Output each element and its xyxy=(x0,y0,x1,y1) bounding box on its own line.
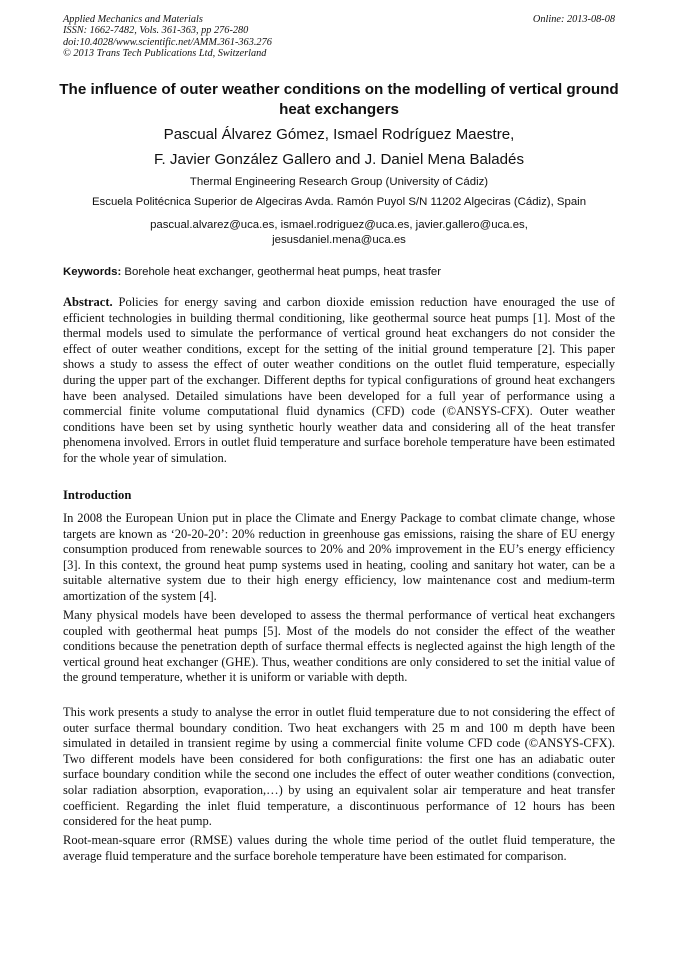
doi-line: doi:10.4028/www.scientific.net/AMM.361-363.276 xyxy=(63,36,272,48)
issn-line: ISSN: 1662-7482, Vols. 361-363, pp 276-280 xyxy=(63,25,249,37)
keywords-text: Borehole heat exchanger, geothermal heat pumps, heat trasfer xyxy=(121,266,442,278)
abstract xyxy=(63,295,615,467)
intro-paragraph-4: Root-mean-square error (RMSE) values during the whole time period of the outlet fluid temperature, the average fluid temperature and the surface borehole temperature have been estimated for comparison. xyxy=(63,833,615,863)
copyright-line: © 2013 Trans Tech Publications Ltd, Switzerland xyxy=(63,48,267,60)
affiliation-address: Escuela Politécnica Superior de Algeciras Avda. Ramón Puyol S/N 11202 Algeciras (Cádiz), Spain xyxy=(91,196,587,208)
keywords xyxy=(63,266,623,278)
abstract-text: Policies for energy saving and carbon dioxide emission reduction have enouraged the use of efficient technologies in building thermal conditioning, like geothermal source heat pumps [1]. Most of the thermal models used to simulate the performance of vertical ground heat exchangers do not consider the effect of outer weather conditions, except for the setting of the initial ground temperature [2]. This paper shows a study to assess the effect of outer weather conditions on the outlet fluid temperature, especially during the upper part of the exchanger. Different depths for typical configurations of ground heat exchangers have been analysed. Detailed simulations have been developed for a full year of performance using a commercial finite volume computational fluid dynamics (CFD) code (©ANSYS-CFX). Outer weather conditions have been set by using synthetic hourly weather data and considering all of the heat transfer phenomena involved. Errors in outlet fluid temperature and surface borehole temperature have been estimated for the whole year of simulation. xyxy=(63,295,615,465)
authors-line-1: Pascual Álvarez Gómez, Ismael Rodríguez Maestre, xyxy=(163,126,515,143)
section-heading-introduction: Introduction xyxy=(63,488,132,502)
paper-title: The influence of outer weather conditions on the modelling of vertical ground heat exchangers xyxy=(59,81,619,118)
keywords-label: Keywords: xyxy=(63,266,122,278)
journal-name: Applied Mechanics and Materials xyxy=(63,14,203,25)
authors-line-2: F. Javier González Gallero and J. Daniel Mena Baladés xyxy=(154,151,524,168)
affiliation-group: Thermal Engineering Research Group (University of Cádiz) xyxy=(189,176,489,188)
intro-paragraph-2: Many physical models have been developed to assess the thermal performance of vertical heat exchangers coupled with geothermal heat pumps [5]. Most of the models do not consider the effect of the weather conditions because the penetration depth of surface thermal effects is neglected against the high length of the vertical ground heat exchanger (GHE). Thus, weather conditions are only considered to set the initial value of the ground temperature, whether it is uniform or variable with depth. xyxy=(63,608,615,685)
running-header xyxy=(63,14,615,60)
intro-paragraph-1: In 2008 the European Union put in place the Climate and Energy Package to combat climate change, whose targets are known as ‘20-20-20’: 20% reduction in greenhouse gas emissions, raising the share of EU energy consumption produced from renewable sources to 20% and 20% improvement in the EU’s energy efficiency [3]. In this context, the ground heat pump systems used in heating, cooling and sanitary hot water, can be a suitable alternative system due to their high energy efficiency, low maintenance cost and medium-term amortization of the system [4]. xyxy=(63,511,615,603)
intro-paragraph-3: This work presents a study to analyse the error in outlet fluid temperature due to not considering the effect of outer surface thermal boundary condition. Two heat exchangers with 25 m and 100 m depth have been simulated in detailed in transient regime by using a commercial finite volume CFD code (©ANSYS-CFX). Two different models have been considered for both configurations: the first one has an adiabatic outer surface boundary condition while the second one includes the effect of outer weather conditions (convection, solar radiation absorption, evaporation,…) by using an equivalent solar air temperature and heat transfer coefficient. Regarding the inlet fluid temperature, a discontinuous performance of 12 hours has been considered for the heat pump. xyxy=(63,705,615,829)
author-emails: pascual.alvarez@uca.es, ismael.rodriguez@uca.es, javier.gallero@uca.es, jesusdaniel.mena@uca.es xyxy=(150,219,528,246)
online-date: Online: 2013-08-08 xyxy=(532,14,615,25)
abstract-label: Abstract. xyxy=(63,295,113,309)
